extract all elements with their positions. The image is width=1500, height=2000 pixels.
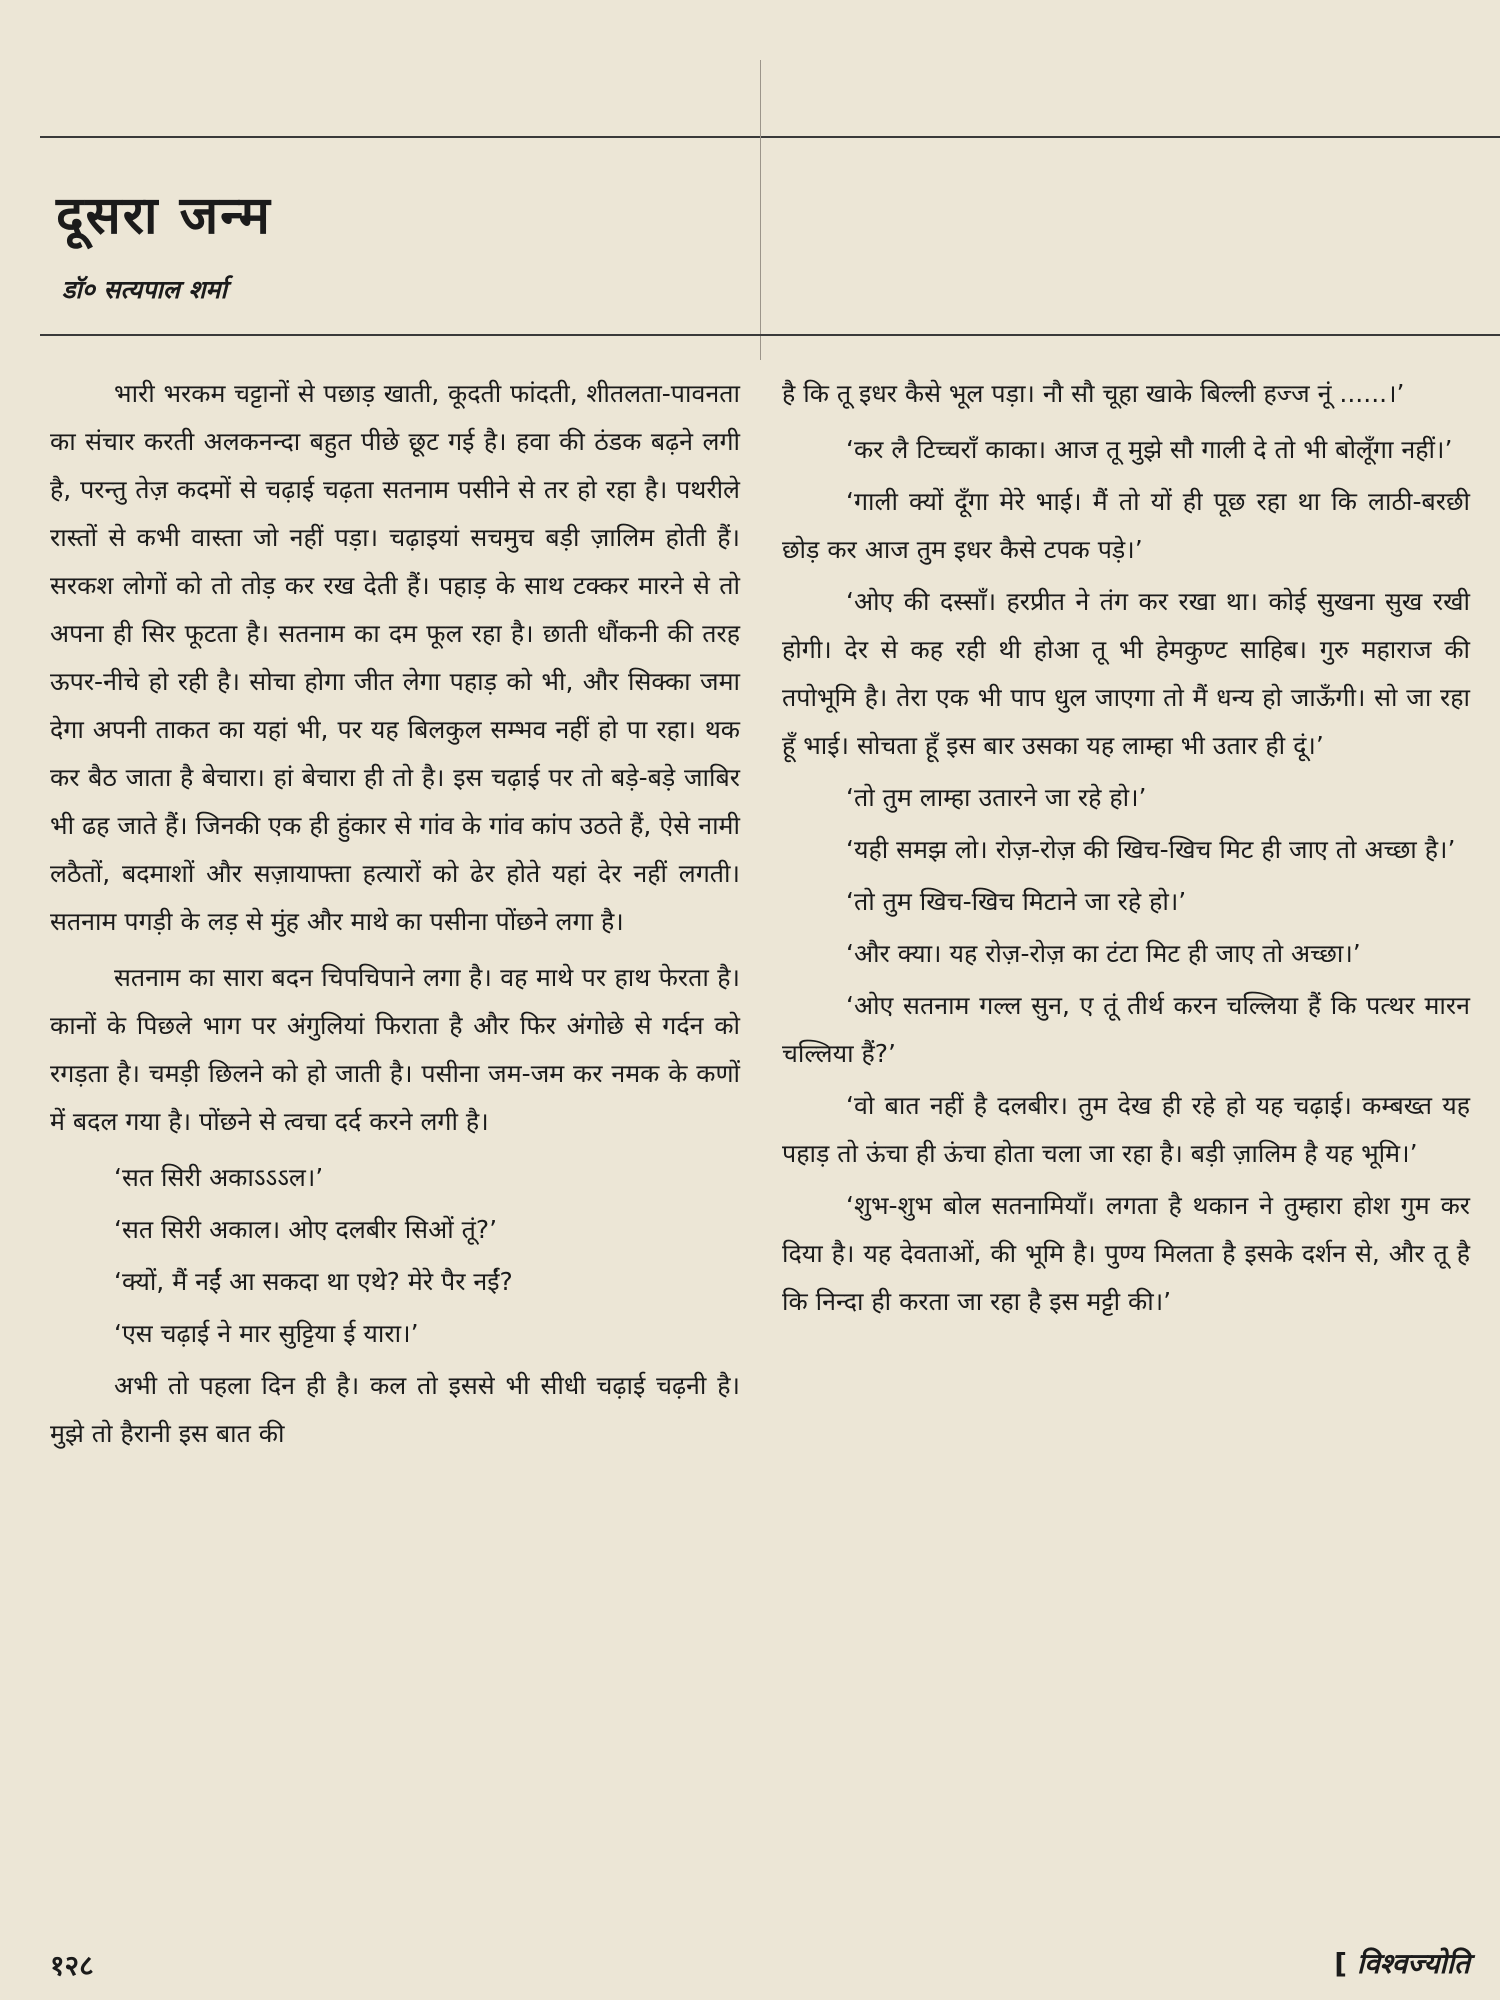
bracket-glyph: [ — [1334, 1947, 1347, 1980]
dialog-line: ‘वो बात नहीं है दलबीर। तुम देख ही रहे हो यह चढ़ाई। कम्बख्त यह पहाड़ तो ऊंचा ही ऊंचा होता चला जा रहा है। बड़ी ज़ालिम है यह भूमि।’ — [782, 1091, 1470, 1168]
title-rule — [40, 334, 1500, 336]
paragraph: अभी तो पहला दिन ही है। कल तो इससे भी सीधी चढ़ाई चढ़नी है। मुझे तो हैरानी इस बात की — [50, 1371, 740, 1448]
dialog-line: ‘यही समझ लो। रोज़-रोज़ की खिच-खिच मिट ही जाए तो अच्छा है।’ — [846, 835, 1456, 864]
dialog-line: ‘कर लै टिच्चराँ काका। आज तू मुझे सौ गाली दे तो भी बोलूँगा नहीं।’ — [846, 435, 1453, 464]
dialog-line: ‘क्यों, मैं नईं आ सकदा था एथे? मेरे पैर नईं? — [114, 1267, 513, 1296]
article-author: डॉ० सत्यपाल शर्मा — [62, 275, 227, 304]
dialog-line: ‘शुभ-शुभ बोल सतनामियाँ। लगता है थकान ने तुम्हारा होश गुम कर दिया है। यह देवताओं, की भूमि है। पुण्य मिलता है इसके दर्शन से, और तू है कि निन्दा ही करता जा रहा है इस मट्टी की।’ — [782, 1191, 1470, 1316]
dialog-line: ‘गाली क्यों दूँगा मेरे भाई। मैं तो यों ही पूछ रहा था कि लाठी-बरछी छोड़ कर आज तुम इधर कैसे टपक पड़े।’ — [782, 487, 1470, 564]
paragraph: है कि तू इधर कैसे भूल पड़ा। नौ सौ चूहा खाके बिल्ली हज्ज नूं ......।’ — [782, 379, 1405, 408]
right-column — [782, 370, 1470, 1330]
journal-name-text: विश्वज्योति — [1356, 1947, 1470, 1980]
paragraph: सतनाम का सारा बदन चिपचिपाने लगा है। वह माथे पर हाथ फेरता है। कानों के पिछले भाग पर अंगुलियां फिराता है और फिर अंगोछे से गर्दन को रगड़ता है। चमड़ी छिलने को हो जाती है। पसीना जम-जम कर नमक के कणों में बदल गया है। पोंछने से त्वचा दर्द करने लगी है। — [50, 963, 740, 1136]
page-number: १२८ — [50, 1949, 94, 1982]
column-divider — [760, 60, 761, 360]
dialog-line: ‘तो तुम खिच-खिच मिटाने जा रहे हो।’ — [846, 887, 1187, 916]
dialog-line: ‘ओए सतनाम गल्ल सुन, ए तूं तीर्थ करन चल्लिया हैं कि पत्थर मारन चल्लिया हैं?’ — [782, 991, 1470, 1068]
dialog-line: ‘एस चढ़ाई ने मार सुट्टिया ई यारा।’ — [114, 1319, 419, 1348]
dialog-line: ‘ओए की दस्साँ। हरप्रीत ने तंग कर रखा था। कोई सुखना सुख रखी होगी। देर से कह रही थी होआ तू भी हेमकुण्ट साहिब। गुरु महाराज की तपोभूमि है। तेरा एक भी पाप धुल जाएगा तो मैं धन्य हो जाऊँगी। सो जा रहा हूँ भाई। सोचता हूँ इस बार उसका यह लाम्हा भी उतार ही दूं।’ — [782, 587, 1470, 760]
header-rule — [40, 136, 1500, 138]
left-column — [50, 370, 740, 1466]
dialog-line: ‘सत सिरी अकाऽऽऽल।’ — [114, 1163, 324, 1192]
dialog-line: ‘और क्या। यह रोज़-रोज़ का टंटा मिट ही जाए तो अच्छा।’ — [846, 939, 1361, 968]
journal-name — [1334, 1944, 1470, 1982]
dialog-line: ‘सत सिरी अकाल। ओए दलबीर सिओं तूं?’ — [114, 1215, 498, 1244]
paragraph: भारी भरकम चट्टानों से पछाड़ खाती, कूदती फांदती, शीतलता-पावनता का संचार करती अलकनन्दा बहुत पीछे छूट गई है। हवा की ठंडक बढ़ने लगी है, परन्तु तेज़ कदमों से चढ़ाई चढ़ता सतनाम पसीने से तर हो रहा है। पथरीले रास्तों से कभी वास्ता जो नहीं पड़ा। चढ़ाइयां सचमुच बड़ी ज़ालिम होती हैं। सरकश लोगों को तो तोड़ कर रख देती हैं। पहाड़ के साथ टक्कर मारने से तो अपना ही सिर फूटता है। सतनाम का दम फूल रहा है। छाती धौंकनी की तरह ऊपर-नीचे हो रही है। सोचा होगा जीत लेगा पहाड़ को भी, और सिक्का जमा देगा अपनी ताकत का यहां भी, पर यह बिलकुल सम्भव नहीं हो पा रहा। थक कर बैठ जाता है बेचारा। हां बेचारा ही तो है। इस चढ़ाई पर तो बड़े-बड़े जाबिर भी ढह जाते हैं। जिनकी एक ही हुंकार से गांव के गांव कांप उठते हैं, ऐसे नामी लठैतों, बदमाशों और सज़ायाफ्ता हत्यारों को ढेर होते यहां देर नहीं लगती। सतनाम पगड़ी के लड़ से मुंह और माथे का पसीना पोंछने लगा है। — [50, 379, 740, 936]
article-title: दूसरा जन्म — [56, 186, 272, 246]
dialog-line: ‘तो तुम लाम्हा उतारने जा रहे हो।’ — [846, 783, 1147, 812]
